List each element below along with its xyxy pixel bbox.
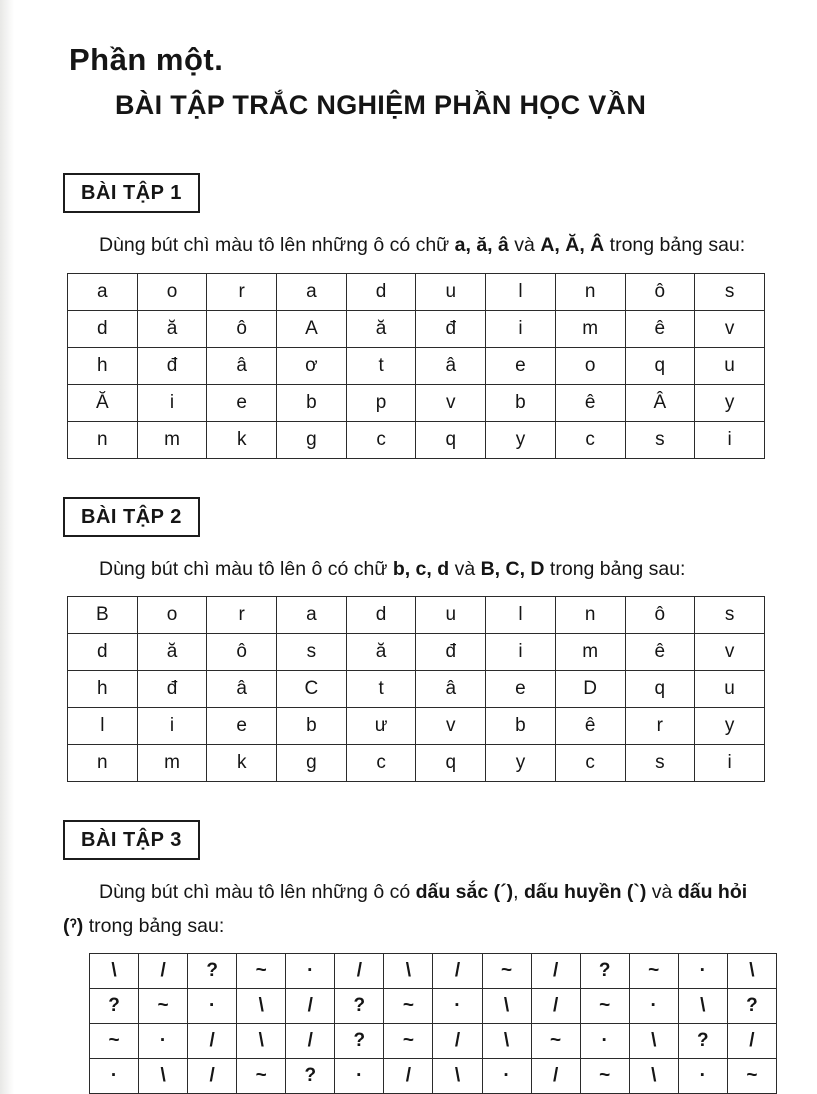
table-cell: \ xyxy=(629,1059,678,1094)
instruction-segment: và xyxy=(646,881,678,904)
scan-edge-shading xyxy=(0,0,14,1094)
table-cell: m xyxy=(555,310,625,347)
table-cell: y xyxy=(486,745,556,782)
table-cell: ~ xyxy=(384,1024,433,1059)
table-row xyxy=(68,310,765,347)
table-cell: D xyxy=(555,671,625,708)
table-cell: ? xyxy=(335,1024,384,1059)
table-row xyxy=(68,597,765,634)
table-cell: ă xyxy=(137,310,207,347)
table-cell: ô xyxy=(625,273,695,310)
table-cell: n xyxy=(68,421,138,458)
table-cell: đ xyxy=(137,671,207,708)
table-cell: o xyxy=(137,597,207,634)
instruction-segment: trong bảng sau: xyxy=(83,914,225,937)
table-cell: · xyxy=(678,1059,727,1094)
table-cell: ê xyxy=(555,708,625,745)
table-row xyxy=(68,347,765,384)
exercise-1 xyxy=(63,173,765,459)
table-cell: · xyxy=(90,1059,139,1094)
main-title: BÀI TẬP TRẮC NGHIỆM PHẦN HỌC VẦN xyxy=(115,90,647,120)
exercise-3-tone-mark-table xyxy=(89,953,777,1094)
instruction-segment: dấu hỏi (ˀ) xyxy=(63,881,748,937)
table-cell: h xyxy=(68,671,138,708)
table-cell: ~ xyxy=(482,954,531,989)
table-cell: ? xyxy=(286,1059,335,1094)
instruction-segment: và xyxy=(508,234,541,256)
table-cell: / xyxy=(433,954,482,989)
table-cell: t xyxy=(346,347,416,384)
table-cell: ~ xyxy=(580,989,629,1024)
table-cell: d xyxy=(68,310,138,347)
table-cell: ~ xyxy=(237,954,286,989)
table-cell: y xyxy=(486,421,556,458)
table-cell: Ă xyxy=(68,384,138,421)
table-cell: a xyxy=(277,597,347,634)
table-cell: q xyxy=(625,671,695,708)
table-cell: ~ xyxy=(384,989,433,1024)
table-cell: \ xyxy=(727,954,776,989)
table-cell: s xyxy=(625,421,695,458)
table-row xyxy=(90,954,777,989)
table-cell: \ xyxy=(482,989,531,1024)
table-cell: â xyxy=(416,671,486,708)
table-cell: u xyxy=(695,347,765,384)
table-cell: q xyxy=(416,745,486,782)
instruction-segment: b, c, d xyxy=(392,557,450,580)
table-cell: ? xyxy=(678,1024,727,1059)
table-cell: i xyxy=(137,708,207,745)
table-cell: ~ xyxy=(139,989,188,1024)
table-cell: đ xyxy=(416,634,486,671)
table-cell: / xyxy=(531,954,580,989)
table-cell: v xyxy=(695,310,765,347)
exercise-2 xyxy=(63,497,765,783)
table-row xyxy=(90,1059,777,1094)
table-cell: l xyxy=(68,708,138,745)
table-cell: q xyxy=(625,347,695,384)
table-cell: r xyxy=(207,273,277,310)
instruction-segment: a, ă, â xyxy=(454,234,509,256)
table-cell: ~ xyxy=(727,1059,776,1094)
table-cell: · xyxy=(286,954,335,989)
table-row xyxy=(90,1024,777,1059)
instruction-segment: Dùng bút chì màu tô lên ô có chữ xyxy=(99,557,393,580)
table-cell: b xyxy=(486,708,556,745)
table-cell: b xyxy=(277,384,347,421)
table-cell: r xyxy=(625,708,695,745)
table-cell: ô xyxy=(207,310,277,347)
table-cell: e xyxy=(207,384,277,421)
part-title: Phần một. xyxy=(69,42,224,77)
table-cell: d xyxy=(346,597,416,634)
table-row xyxy=(68,421,765,458)
table-cell: b xyxy=(277,708,347,745)
table-cell: ơ xyxy=(277,347,347,384)
table-cell: e xyxy=(486,671,556,708)
table-cell: â xyxy=(416,347,486,384)
table-cell: s xyxy=(625,745,695,782)
table-cell: c xyxy=(346,745,416,782)
table-cell: \ xyxy=(139,1059,188,1094)
instruction-segment: dấu huyền (`) xyxy=(523,881,647,904)
table-cell: đ xyxy=(137,347,207,384)
table-cell: \ xyxy=(237,1024,286,1059)
table-cell: / xyxy=(531,989,580,1024)
table-cell: k xyxy=(207,745,277,782)
table-row xyxy=(68,273,765,310)
table-cell: A xyxy=(277,310,347,347)
table-cell: ~ xyxy=(90,1024,139,1059)
exercise-1-instruction xyxy=(63,229,763,263)
table-cell: y xyxy=(695,708,765,745)
exercise-3 xyxy=(63,820,765,1094)
table-row xyxy=(90,989,777,1024)
table-cell: / xyxy=(188,1059,237,1094)
table-row xyxy=(68,634,765,671)
table-cell: a xyxy=(68,273,138,310)
table-cell: l xyxy=(486,273,556,310)
table-cell: m xyxy=(137,421,207,458)
table-cell: ê xyxy=(555,384,625,421)
instruction-segment: Dùng bút chì màu tô lên những ô có xyxy=(99,881,416,904)
table-cell: \ xyxy=(678,989,727,1024)
table-cell: / xyxy=(433,1024,482,1059)
table-cell: u xyxy=(416,273,486,310)
table-cell: t xyxy=(346,671,416,708)
table-cell: h xyxy=(68,347,138,384)
table-cell: s xyxy=(277,634,347,671)
table-cell: · xyxy=(188,989,237,1024)
instruction-segment: , xyxy=(513,881,524,904)
table-cell: ? xyxy=(188,954,237,989)
table-cell: c xyxy=(555,745,625,782)
table-cell: \ xyxy=(384,954,433,989)
table-cell: n xyxy=(68,745,138,782)
table-cell: ê xyxy=(625,310,695,347)
table-cell: d xyxy=(346,273,416,310)
table-cell: \ xyxy=(237,989,286,1024)
instruction-segment: và xyxy=(449,557,481,580)
table-row xyxy=(68,708,765,745)
table-cell: d xyxy=(68,634,138,671)
table-cell: i xyxy=(695,745,765,782)
table-cell: k xyxy=(207,421,277,458)
table-cell: b xyxy=(486,384,556,421)
table-cell: \ xyxy=(629,1024,678,1059)
instruction-segment: B, C, D xyxy=(480,557,545,580)
table-cell: v xyxy=(416,384,486,421)
table-cell: a xyxy=(277,273,347,310)
table-cell: ? xyxy=(580,954,629,989)
table-cell: / xyxy=(188,1024,237,1059)
table-cell: ? xyxy=(335,989,384,1024)
table-cell: / xyxy=(727,1024,776,1059)
table-cell: u xyxy=(695,671,765,708)
table-cell: / xyxy=(139,954,188,989)
table-cell: ~ xyxy=(629,954,678,989)
table-cell: \ xyxy=(433,1059,482,1094)
instruction-segment: trong bảng sau: xyxy=(604,234,746,256)
table-cell: / xyxy=(335,954,384,989)
exercise-2-label: BÀI TẬP 2 xyxy=(63,497,200,537)
table-cell: C xyxy=(277,671,347,708)
table-cell: B xyxy=(68,597,138,634)
table-cell: n xyxy=(555,597,625,634)
table-cell: c xyxy=(346,421,416,458)
exercise-3-instruction xyxy=(63,876,763,943)
table-cell: / xyxy=(384,1059,433,1094)
table-cell: ~ xyxy=(580,1059,629,1094)
table-cell: · xyxy=(335,1059,384,1094)
table-cell: ô xyxy=(207,634,277,671)
exercise-2-instruction xyxy=(63,553,763,587)
table-cell: â xyxy=(207,671,277,708)
table-cell: ê xyxy=(625,634,695,671)
table-cell: v xyxy=(416,708,486,745)
table-cell: s xyxy=(695,273,765,310)
table-cell: c xyxy=(555,421,625,458)
table-cell: ă xyxy=(346,310,416,347)
table-cell: ă xyxy=(137,634,207,671)
table-cell: / xyxy=(286,1024,335,1059)
table-cell: \ xyxy=(90,954,139,989)
table-cell: m xyxy=(137,745,207,782)
table-cell: / xyxy=(286,989,335,1024)
table-cell: / xyxy=(531,1059,580,1094)
table-cell: i xyxy=(137,384,207,421)
table-cell: g xyxy=(277,745,347,782)
table-cell: o xyxy=(137,273,207,310)
table-cell: q xyxy=(416,421,486,458)
table-cell: i xyxy=(486,310,556,347)
table-cell: e xyxy=(486,347,556,384)
table-cell: n xyxy=(555,273,625,310)
table-cell: g xyxy=(277,421,347,458)
table-row xyxy=(68,745,765,782)
table-cell: â xyxy=(207,347,277,384)
table-cell: p xyxy=(346,384,416,421)
table-cell: · xyxy=(482,1059,531,1094)
table-cell: m xyxy=(555,634,625,671)
table-cell: · xyxy=(629,989,678,1024)
table-cell: ă xyxy=(346,634,416,671)
table-cell: ? xyxy=(90,989,139,1024)
table-cell: · xyxy=(433,989,482,1024)
table-cell: \ xyxy=(482,1024,531,1059)
table-cell: v xyxy=(695,634,765,671)
table-cell: u xyxy=(416,597,486,634)
table-cell: i xyxy=(695,421,765,458)
table-cell: e xyxy=(207,708,277,745)
table-cell: o xyxy=(555,347,625,384)
table-cell: l xyxy=(486,597,556,634)
table-cell: · xyxy=(678,954,727,989)
instruction-segment: Dùng bút chì màu tô lên những ô có chữ xyxy=(99,234,455,256)
table-cell: i xyxy=(486,634,556,671)
table-cell: ô xyxy=(625,597,695,634)
table-cell: y xyxy=(695,384,765,421)
table-cell: · xyxy=(139,1024,188,1059)
table-cell: ? xyxy=(727,989,776,1024)
exercise-3-label: BÀI TẬP 3 xyxy=(63,820,200,860)
table-cell: Â xyxy=(625,384,695,421)
instruction-segment: trong bảng sau: xyxy=(544,557,686,580)
exercise-2-letter-table xyxy=(67,596,765,782)
table-cell: ~ xyxy=(531,1024,580,1059)
table-cell: · xyxy=(580,1024,629,1059)
table-cell: ư xyxy=(346,708,416,745)
table-cell: s xyxy=(695,597,765,634)
table-row xyxy=(68,384,765,421)
instruction-segment: A, Ă, Â xyxy=(540,234,605,256)
exercise-1-letter-table xyxy=(67,273,765,459)
table-cell: r xyxy=(207,597,277,634)
exercise-1-label: BÀI TẬP 1 xyxy=(63,173,200,213)
table-cell: ~ xyxy=(237,1059,286,1094)
table-cell: đ xyxy=(416,310,486,347)
instruction-segment: dấu sắc (´) xyxy=(415,881,514,904)
table-row xyxy=(68,671,765,708)
